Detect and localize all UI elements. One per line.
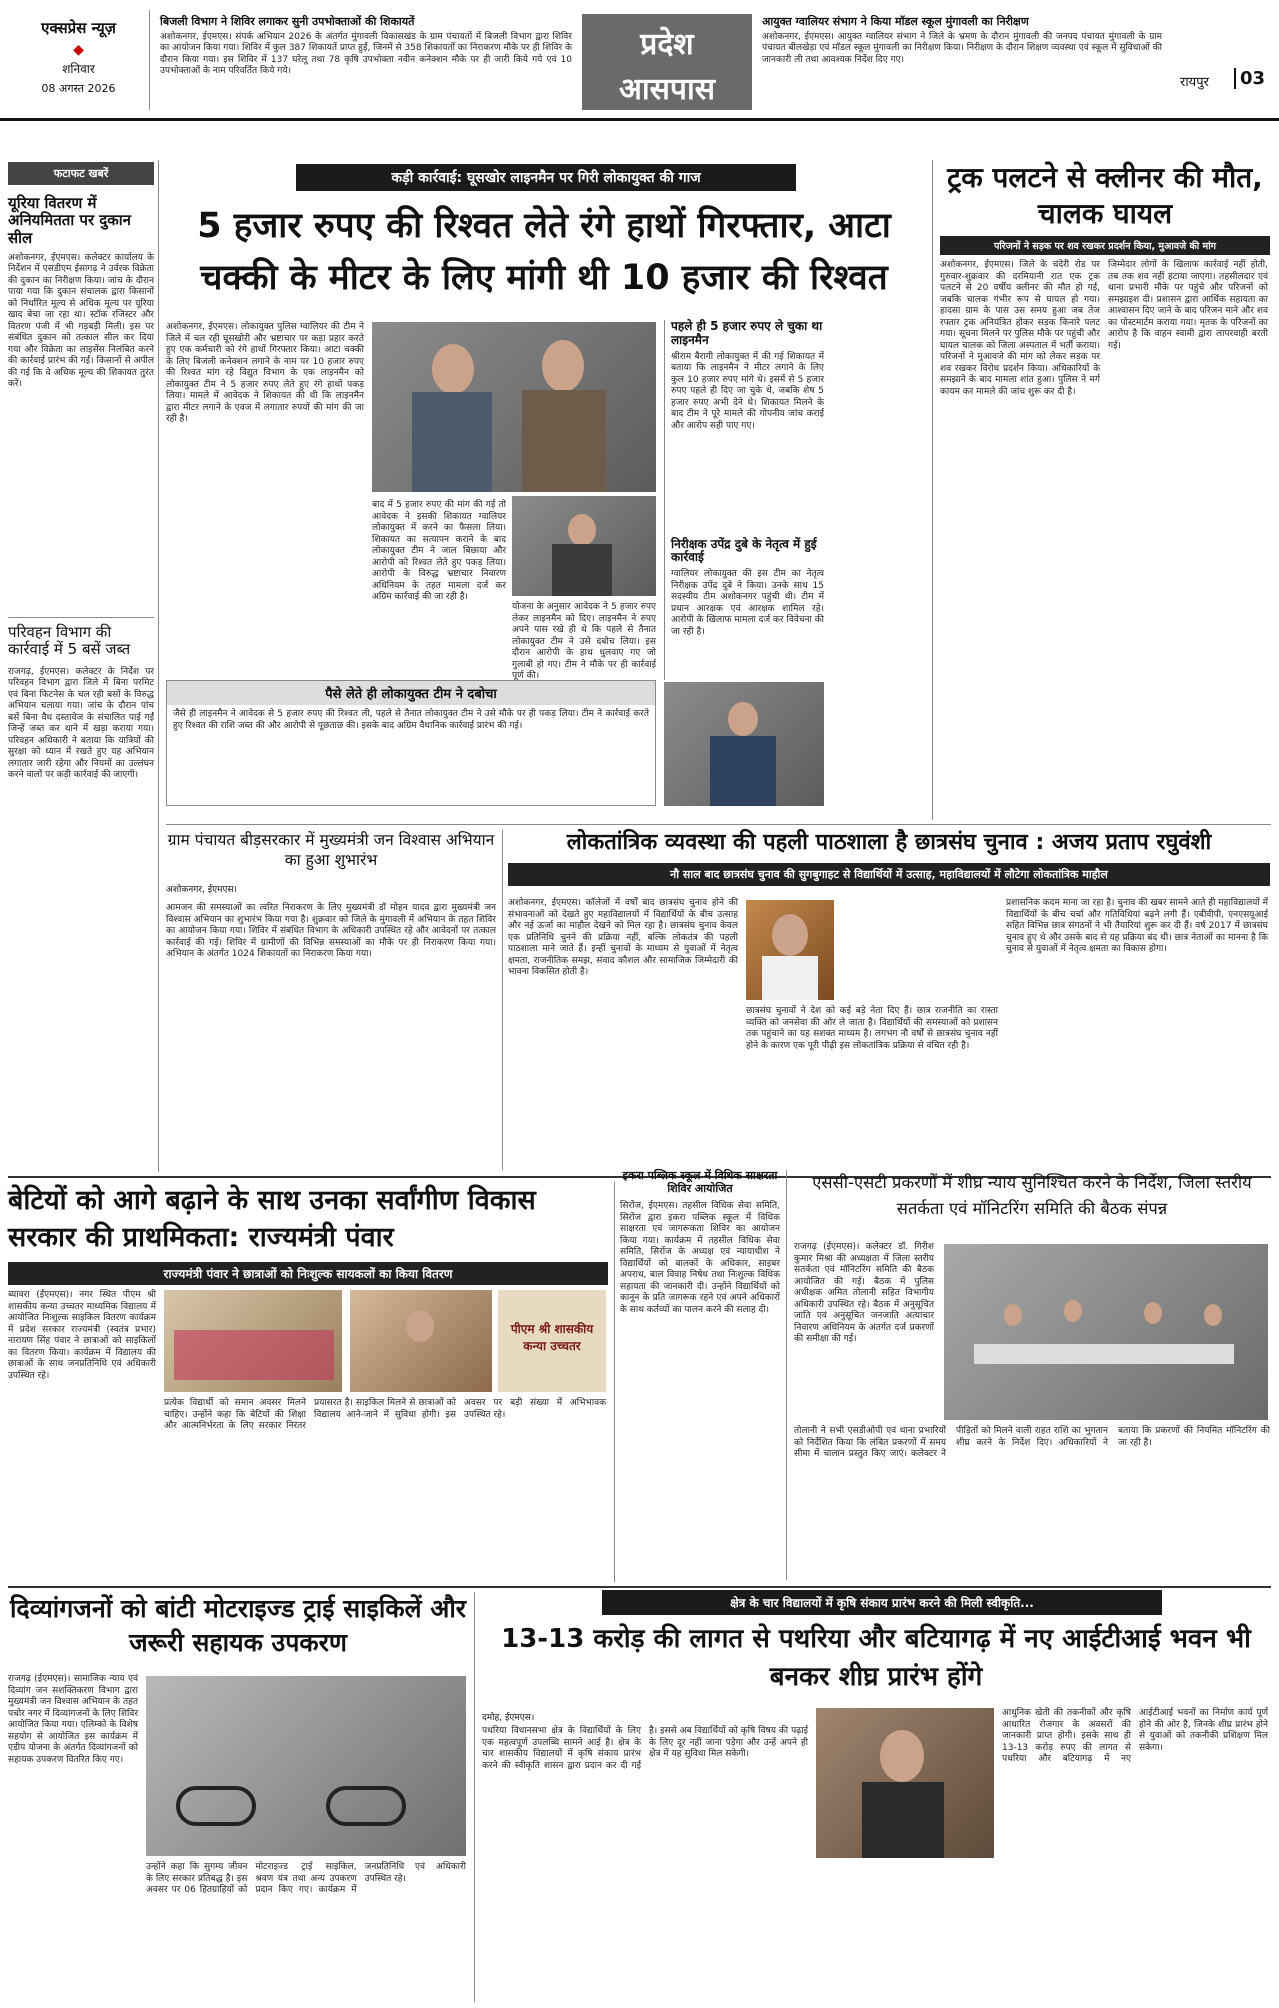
divyang-headline: दिव्यांगजनों को बांटी मोटराइज्ड ट्राई साइकिलें और जरूरी सहायक उपकरण — [9, 1594, 467, 1657]
brand-name: एक्सप्रेस न्यूज़ — [41, 19, 116, 37]
betiyon-photo-2 — [350, 1290, 492, 1392]
issue-date: 08 अगस्त 2026 — [41, 82, 116, 95]
divyang-photo — [146, 1676, 466, 1856]
lead-photo-1 — [372, 322, 656, 492]
photo-figure — [862, 1782, 944, 1858]
photo-table — [974, 1344, 1234, 1364]
top-story-1 — [160, 16, 572, 111]
photo-figure — [412, 392, 492, 492]
chhatra-body-3: प्रशासनिक कदम माना जा रहा है। चुनाव की खबर सामने आते ही महाविद्यालयों में विद्यार्थियों के बीच चर्चा और गतिविधियां बढ़ने लगी हैं। एबीवीपी, एनएसयूआई सहित विभिन्न छात्र संगठनों ने भी तैयारियां शुरू कर दी हैं। वर्ष 2017 में छात्रसंघ चुनाव हुए थे और उसके बाद से यह प्रक्रिया बंद थी। छात्र नेताओं का मानना है कि चुनाव से युवाओं में नेतृत्व क्षमता का विकास होगा। — [1006, 898, 1268, 954]
betiyon-subheadline: राज्यमंत्री पंवार ने छात्राओं को निःशुल्क सायकलों का किया वितरण — [8, 1262, 608, 1285]
gram-headline: ग्राम पंचायत बीड़सरकार में मुख्यमंत्री जन विश्वास अभियान का हुआ शुभारंभ — [167, 831, 495, 869]
photo-figure — [552, 544, 612, 596]
iti-dateline: दमोह, ईएमएस। — [482, 1713, 535, 1723]
photo-figure — [762, 956, 818, 1000]
truck-story — [940, 160, 1270, 820]
lead-photo-3 — [664, 682, 824, 806]
lead-side-text: श्रीराम बैरागी लोकायुक्त में की गई शिकायत में बताया कि लाइनमैन ने मीटर लगाने के लिए कुल 10 हजार रुपए मांगे थे। इसमें से 5 हजार रुपए पहले ही दिए जा चुके थे, जबकि शेष 5 हजार रुपए अभी देने थे। शिकायत मिलने के बाद टीम ने पूरे मामले की गोपनीय जांच कराई और आरोप सही पाए गए। — [671, 351, 824, 431]
top-story-2 — [762, 16, 1162, 111]
legal-camp-body: सिरोंज, ईएमएस। तहसील विधिक सेवा समिति, सिरोंज द्वारा इकरा पब्लिक स्कूल में विधिक साक्षरता एवं जागरूकता शिविर का आयोजन किया गया। कार्यक्रम में तहसील विधिक सेवा समिति, सिरोंज के अध्यक्ष एवं न्यायाधीश ने विद्यार्थियों को बालकों के अधिकार, साइबर अपराध, बाल विवाह निषेध तथा निःशुल्क विधिक सहायता की जानकारी दी। उन्होंने विद्यार्थियों को कानून के प्रति जागरूक रहने एवं अपने अधिकारों के साथ कर्तव्यों का पालन करने की सलाह दी। — [620, 1201, 780, 1315]
legal-camp-story — [620, 1170, 780, 1580]
lead-body-1: अशोकनगर, ईएमएस। लोकायुक्त पुलिस ग्वालियर की टीम ने जिले में चल रही घूसखोरी और भ्रष्टाचार पर कड़ा प्रहार करते हुए एक कर्मचारी को रंगे हाथों गिरफ्तार किया। आटा चक्की के लिए बिजली कनेक्शन लगाने के नाम पर 10 हजार रुपए की रिश्वत मांग रहे विद्युत विभाग के एक लाइनमैन को लोकायुक्त टीम ने 5 हजार रुपए लेते हुए रंगे हाथों पकड़ लिया। मामले में आवेदक ने शिकायत की थी कि लाइनमैन द्वारा मीटर लगाने के एवज में लगातार रुपयों की मांग की जा रही है। — [166, 322, 364, 424]
betiyon-photo-1 — [164, 1290, 342, 1392]
lead-sidebar — [664, 320, 824, 680]
gram-rule — [502, 830, 503, 1170]
scst-photo — [944, 1244, 1268, 1420]
photo-face — [880, 1730, 924, 1782]
masthead — [0, 0, 1279, 118]
chhatra-story — [508, 830, 1270, 1170]
banner-text: पीएम श्री शासकीय कन्या उच्चतर — [510, 1322, 594, 1353]
photo-face — [1204, 1304, 1222, 1326]
sidebar-story-2-text: राजगढ़, ईएमएस। कलेक्टर के निर्देश पर परिवहन विभाग द्वारा जिले में बिना परमिट एवं बिना फिटनेस के चल रही बसों के विरुद्ध अभियान चलाया गया। जांच के दौरान पांच बसें बिना वैध दस्तावेज के संचालित पाई गईं जिन्हें जब्त कर थाने में खड़ा कराया गया। परिवहन अधिकारी ने बताया कि यात्रियों की सुरक्षा को ध्यान में रखते हुए यह अभियान लगातार जारी रहेगा और नियमों का उल्लंघन करने वालों पर कड़ी कार्रवाई की जाएगी। — [8, 666, 154, 780]
lead-story — [166, 160, 926, 820]
photo-face — [432, 344, 474, 394]
gram-story — [166, 830, 496, 1170]
lead-side-head: पहले ही 5 हजार रुपए ले चुका था लाइनमैन — [671, 319, 823, 347]
iti-headline: 13-13 करोड़ की लागत से पथरिया और बटियागढ़ में नए आईटीआई भवन भी बनकर शीघ्र प्रारंभ होंगे — [501, 1624, 1251, 1692]
top-story-1-title: बिजली विभाग ने शिविर लगाकर सुनी उपभोक्ताओं की शिकायतें — [160, 15, 415, 28]
photo-face — [772, 914, 808, 956]
section-subtitle: आसपास — [618, 72, 716, 107]
iti-body: पथरिया विधानसभा क्षेत्र के विद्यार्थियों के लिए एक महत्वपूर्ण उपलब्धि सामने आई है। क्षेत्र के चार शासकीय विद्यालयों में कृषि संकाय प्रारंभ करने की स्वीकृति शासन द्वारा प्रदान कर दी गई है। इससे अब विद्यार्थियों को कृषि विषय की पढ़ाई के लिए दूर नहीं जाना पड़ेगा और उन्हें अपने ही क्षेत्र में यह सुविधा मिल सकेगी। — [482, 1726, 808, 1771]
legal-camp-headline: इकरा पब्लिक स्कूल में विधिक साक्षरता शिविर आयोजित — [622, 1169, 778, 1195]
sidebar-story-2 — [8, 624, 154, 1167]
iti-kicker: क्षेत्र के चार विद्यालयों में कृषि संकाय प्रारंभ करने की मिली स्वीकृति... — [602, 1590, 1162, 1615]
top-story-2-text: अशोकनगर, ईएमएस। आयुक्त ग्वालियर संभाग ने जिले के भ्रमण के दौरान मुंगावली की जनपद पंचायत मुंगावली के ग्राम पंचायत बीलखेड़ा एवं मॉडल स्कूल मुंगावली का निरीक्षण किया। निरीक्षण के दौरान शिक्षण व्यवस्था एवं स्कूल में सुविधाओं की जानकारी ली तथा आवश्यक निर्देश दिए गए। — [762, 31, 1162, 65]
iti-photo — [816, 1708, 994, 1858]
scst-body-2: तोलानी ने सभी एसडीओपी एवं थाना प्रभारियों को निर्देशित किया कि लंबित प्रकरणों में समय सीमा में चालान प्रस्तुत किए जाएं। कलेक्टर ने पीड़ितों को मिलने वाली राहत राशि का भुगतान शीघ्र करने के निर्देश दिए। अधिकारियों ने बताया कि प्रकरणों की नियमित मॉनिटरिंग की जा रही है। — [794, 1426, 1270, 1459]
photo-face — [542, 340, 584, 392]
sidebar-rule — [158, 160, 159, 1172]
chhatra-subheadline: नौ साल बाद छात्रसंघ चुनाव की सुगबुगाहट से विद्यार्थियों में उत्साह, महाविद्यालयों में लौटेगा लोकतांत्रिक माहौल — [508, 863, 1270, 886]
top-story-1-text: अशोकनगर, ईएमएस। संपर्क अभियान 2026 के अंतर्गत मुंगावली विकासखंड के ग्राम पंचायतों में बिजली विभाग द्वारा शिविर का आयोजन किया गया। शिविर में कुल 387 शिकायतें प्राप्त हुईं, जिनमें से 358 शिकायतों का निराकरण मौके पर ही शिविर के दौरान किया गया। इस शिविर में 137 घरेलू तथा 78 कृषि उपभोक्ता नवीन कनेक्शन मौके पर ही जारी किये गये एवं 10 उपभोक्ताओं के नाम परिवर्तित किये गये। — [160, 31, 572, 77]
photo-face — [728, 702, 758, 736]
masthead-rule — [0, 118, 1279, 121]
sidebar — [8, 162, 154, 1172]
lead-bottom-box — [166, 680, 656, 806]
top-story-2-title: आयुक्त ग्वालियर संभाग ने किया मॉडल स्कूल मुंगावली का निरीक्षण — [762, 15, 1029, 28]
chhatra-body: अशोकनगर, ईएमएस। कॉलेजों में वर्षों बाद छात्रसंघ चुनाव होने की संभावनाओं को देखते हुए महाविद्यालयों में विद्यार्थियों के बीच उत्साह और नई ऊर्जा का माहौल देखने को मिल रहा है। छात्रसंघ चुनाव केवल एक प्रतिनिधि चुनने की प्रक्रिया नहीं, बल्कि लोकतंत्र की पहली पाठशाला माने जाते हैं। इन्हीं चुनावों के माध्यम से युवाओं में नेतृत्व क्षमता, राजनीतिक समझ, संवाद कौशल और सामाजिक जिम्मेदारी की भावना विकसित होती है। — [508, 898, 738, 977]
row-divider-1 — [166, 824, 1271, 825]
sidebar-story-1-text: अशोकनगर, ईएमएस। कलेक्टर कार्यालय के निर्देशन में एसडीएम ईसागढ़ ने उर्वरक विक्रेता की दुकान का निरीक्षण किया। जांच के दौरान पाया गया कि दुकान संचालक द्वारा किसानों को निर्धारित मूल्य से अधिक मूल्य पर यूरिया खाद बेचा जा रहा था। स्टॉक रजिस्टर और वितरण पंजी में भी गड़बड़ी मिली। इस पर संबंधित दुकान को तत्काल सील कर दिया गया और विक्रेता का लाइसेंस निलंबित करने की कार्रवाई प्रारंभ की गई। किसानों से अपील की गई कि वे अधिक मूल्य की शिकायत तुरंत करें। — [8, 252, 154, 390]
issue-day: शनिवार — [62, 62, 95, 76]
lead-side-text-2: ग्वालियर लोकायुक्त की इस टीम का नेतृत्व निरीक्षक उपेंद्र दुबे ने किया। उनके साथ 15 सदस्यीय टीम अशोकनगर पहुंची थी। टीम में प्रधान आरक्षक एवं आरक्षक शामिल रहे। आरोपी के खिलाफ मामला दर्ज कर विवेचना की जा रही है। — [671, 569, 824, 637]
sidebar-story-1-title: यूरिया वितरण में अनियमितता पर दुकान सील — [8, 194, 132, 247]
lead-body-3: योजना के अनुसार आवेदक ने 5 हजार रुपए लेकर लाइनमैन को दिए। लाइनमैन ने रुपए अपने पास रखे ही थे कि पहले से तैनात लोकायुक्त टीम ने उसे दबोच लिया। इस दौरान आरोपी के हाथ धुलवाए गए जो गुलाबी हो गए। टीम ने मौके पर ही कार्रवाई पूर्ण की। — [512, 602, 656, 681]
photo-tricycle — [326, 1786, 406, 1826]
gram-body: आमजन की समस्याओं का त्वरित निराकरण के लिए मुख्यमंत्री डॉ मोहन यादव द्वारा मुख्यमंत्री जन विश्वास अभियान का शुभारंभ किया गया है। शुक्रवार को जिले के मुंगावली में अभियान के तहत शिविर का आयोजन किया गया। शिविर में संबंधित विभाग के अधिकारी उपस्थित रहे और आवेदनों पर तत्काल कार्रवाई की गई। शिविर में ग्रामीणों की विभिन्न समस्याओं का मौके पर ही निराकरण किया गया। अभियान के अंतर्गत 1024 शिकायतों का निराकरण किया गया। — [166, 903, 496, 959]
gram-dateline: अशोकनगर, ईएमएस। — [166, 885, 237, 895]
divyang-body-2: उन्होंने कहा कि सुगम्य जीवन के लिए सरकार प्रतिबद्ध है। इस अवसर पर 06 हितग्राहियों को मोटराइज्ड ट्राई साइकिल, श्रवण यंत्र तथा अन्य उपकरण प्रदान किए गए। कार्यक्रम में जनप्रतिनिधि एवं अधिकारी उपस्थित रहे। — [146, 1862, 466, 1895]
chhatra-body-2: छात्रसंघ चुनावों ने देश को कई बड़े नेता दिए हैं। छात्र राजनीति का रास्ता व्यक्ति को जनसेवा की ओर ले जाता है। विद्यार्थियों की समस्याओं को प्रशासन तक पहुंचाने का यह सशक्त माध्यम है। लगभग नौ वर्षों से छात्रसंघ चुनाव नहीं होने के कारण एक पूरी पीढ़ी इस लोकतांत्रिक प्रक्रिया से वंचित रही है। — [746, 1006, 998, 1051]
lead-bottom-head: पैसे लेते ही लोकायुक्त टीम ने दबोचा — [167, 681, 655, 705]
divyang-story — [8, 1592, 468, 2002]
truck-rule — [932, 160, 933, 820]
betiyon-rule — [614, 1182, 615, 1582]
photo-face — [1064, 1300, 1082, 1322]
page-city: रायपुर — [1180, 75, 1209, 90]
iti-story — [482, 1590, 1270, 2002]
sidebar-story-2-title: परिवहन विभाग की कार्रवाई में 5 बसें जब्त — [8, 623, 131, 659]
sidebar-label: फटाफट खबरें — [8, 162, 154, 185]
photo-face — [1144, 1302, 1162, 1324]
photo-figure — [174, 1330, 334, 1380]
betiyon-body-2: प्रत्येक विद्यार्थी को समान अवसर मिलने चाहिए। उन्होंने कहा कि बेटियों की शिक्षा और आत्मनिर्भरता के लिए सरकार निरंतर प्रयासरत है। साइकिल मिलने से छात्राओं को विद्यालय आने-जाने में सुविधा होगी। इस अवसर पर बड़ी संख्या में अभिभावक उपस्थित रहे। — [164, 1398, 606, 1431]
lead-side-head-2: निरीक्षक उपेंद्र दुबे के नेतृत्व में हुई कार्रवाई — [671, 536, 817, 565]
photo-figure — [710, 736, 776, 806]
chhatra-photo — [746, 900, 834, 1000]
divyang-rule — [474, 1592, 475, 2002]
chhatra-headline: लोकतांत्रिक व्यवस्था की पहली पाठशाला है छात्रसंघ चुनाव : अजय प्रताप रघुवंशी — [566, 830, 1212, 855]
photo-face — [406, 1310, 434, 1342]
photo-face — [568, 514, 596, 546]
sidebar-divider — [8, 617, 154, 618]
photo-figure — [522, 390, 606, 492]
betiyon-story — [8, 1182, 608, 1582]
masthead-brand-box — [8, 10, 150, 110]
truck-body-2: जिम्मेदार लोगों के खिलाफ कार्रवाई नहीं होती, तब तक शव नहीं हटाया जाएगा। तहसीलदार एवं थाना प्रभारी मौके पर पहुंचे और परिजनों को समझाइश दी। प्रशासन द्वारा आर्थिक सहायता का आश्वासन दिए जाने के बाद परिजन माने और शव का पोस्टमार्टम कराया गया। मृतक के परिजनों का आरोप है कि वाहन स्वामी द्वारा लापरवाही बरती गई। — [1108, 260, 1268, 351]
section-title: प्रदेश — [640, 27, 694, 62]
iti-body-2: आधुनिक खेती की तकनीकों और कृषि आधारित रोजगार के अवसरों की जानकारी प्राप्त होगी। इसके साथ ही 13-13 करोड़ रुपए की लागत से पथरिया और बटियागढ़ में नए आईटीआई भवनों का निर्माण कार्य पूर्ण होने की ओर है, जिनके शीघ्र प्रारंभ होने से युवाओं को तकनीकी प्रशिक्षण मिल सकेगा। — [1002, 1708, 1268, 1764]
photo-face — [1004, 1304, 1022, 1326]
truck-headline: ट्रक पलटने से क्लीनर की मौत, चालक घायल — [947, 161, 1263, 230]
lead-body-2: बाद में 5 हजार रुपए की मांग की गई तो आवेदक ने इसकी शिकायत ग्वालियर लोकायुक्त में करने का फैसला लिया। शिकायत का सत्यापन कराने के बाद लोकायुक्त टीम ने जाल बिछाया और आरोपी को रिश्वत लेते हुए पकड़ लिया। आरोपी के विरुद्ध भ्रष्टाचार निवारण अधिनियम के तहत मामला दर्ज कर अग्रिम कार्रवाई की जा रही है। — [372, 500, 506, 602]
truck-subheadline: परिजनों ने सड़क पर शव रखकर प्रदर्शन किया, मुआवजे की मांग — [940, 236, 1270, 255]
betiyon-body: ब्यावरा (ईएमएस)। नगर स्थित पीएम श्री शासकीय कन्या उच्चतर माध्यमिक विद्यालय में आयोजित निःशुल्क साइकिल वितरण कार्यक्रम में प्रदेश सरकार राज्यमंत्री (स्वतंत्र प्रभार) नारायण सिंह पंवार ने छात्राओं को साइकिलों का वितरण किया। कार्यक्रम में विद्यालय की छात्राओं के साथ जनप्रतिनिधि एवं अधिकारी उपस्थित रहे। — [8, 1290, 156, 1381]
scst-headline: एससी-एसटी प्रकरणों में शीघ्र न्याय सुनिश्चित करने के निर्देश, जिला स्तरीय सतर्कता एवं मॉनिटरिंग समिति की बैठक संपन्न — [812, 1173, 1252, 1218]
section-box — [582, 14, 752, 110]
row-divider-3 — [8, 1586, 1271, 1588]
legal-camp-rule — [786, 1170, 787, 1580]
truck-body: अशोकनगर, ईएमएस। जिले के चंदेरी रोड पर गुरुवार-शुक्रवार की दरमियानी रात एक ट्रक पलटने से 20 वर्षीय क्लीनर की मौत हो गई, जबकि चालक गंभीर रूप से घायल हो गया। हादसा ग्राम के पास उस समय हुआ जब तेज रफ्तार ट्रक अनियंत्रित होकर सड़क किनारे पलट गया। सूचना मिलने पर पुलिस मौके पर पहुंची और घायल चालक को जिला अस्पताल में भर्ती कराया। परिजनों ने मुआवजे की मांग को लेकर सड़क पर शव रखकर विरोध प्रदर्शन किया। अधिकारियों के समझाने के बाद मामला शांत हुआ। पुलिस ने मर्ग कायम कर मामले की जांच शुरू कर दी है। — [940, 260, 1100, 397]
brand-ornament-icon: ◆ — [73, 42, 84, 58]
lead-headline: 5 हजार रुपए की रिश्वत लेते रंगे हाथों गिरफ्तार, आटा चक्की के मीटर के लिए मांगी थी 10 हजार की रिश्वत — [197, 206, 891, 298]
photo-tricycle — [176, 1786, 256, 1826]
betiyon-headline: बेटियों को आगे बढ़ाने के साथ उनका सर्वांगीण विकास सरकार की प्राथमिकता: राज्यमंत्री पंवार — [8, 1185, 536, 1253]
divyang-body: राजगढ़ (ईएमएस)। सामाजिक न्याय एवं दिव्यांग जन सशक्तिकरण विभाग द्वारा मुख्यमंत्री जन विश्वास अभियान के तहत पचोर नगर में दिव्यांगजनों के लिए शिविर आयोजित किया गया। एलिम्को के विशेष सहयोग से आयोजित इस कार्यक्रम में एडीप योजना के अंतर्गत दिव्यांगजनों को सहायक उपकरण वितरित किए गए। — [8, 1674, 138, 1765]
betiyon-banner — [498, 1290, 606, 1392]
lead-photo-2 — [512, 496, 656, 596]
page-number: 03 — [1234, 68, 1265, 89]
scst-body: राजगढ़ (ईएमएस)। कलेक्टर डॉ. गिरीश कुमार मिश्रा की अध्यक्षता में जिला स्तरीय सतर्कता एवं मॉनिटरिंग समिति की बैठक आयोजित की गई। बैठक में पुलिस अधीक्षक अमित तोलानी सहित विभागीय अधिकारी उपस्थित रहे। बैठक में अनुसूचित जाति एवं अनुसूचित जनजाति अत्याचार निवारण अधिनियम के अंतर्गत दर्ज प्रकरणों की समीक्षा की गई। — [794, 1242, 934, 1344]
scst-story — [794, 1170, 1270, 1580]
lead-bottom-text: जैसे ही लाइनमैन ने आवेदक से 5 हजार रुपए की रिश्वत ली, पहले से तैनात लोकायुक्त टीम ने उसे मौके पर ही पकड़ लिया। टीम ने कार्रवाई करते हुए रिश्वत की राशि जब्त की और आरोपी से पूछताछ की। इसके बाद अग्रिम वैधानिक कार्रवाई प्रारंभ की गई। — [173, 709, 649, 731]
lead-kicker: कड़ी कार्रवाई: घूसखोर लाइनमैन पर गिरी लोकायुक्त की गाज — [296, 164, 796, 191]
